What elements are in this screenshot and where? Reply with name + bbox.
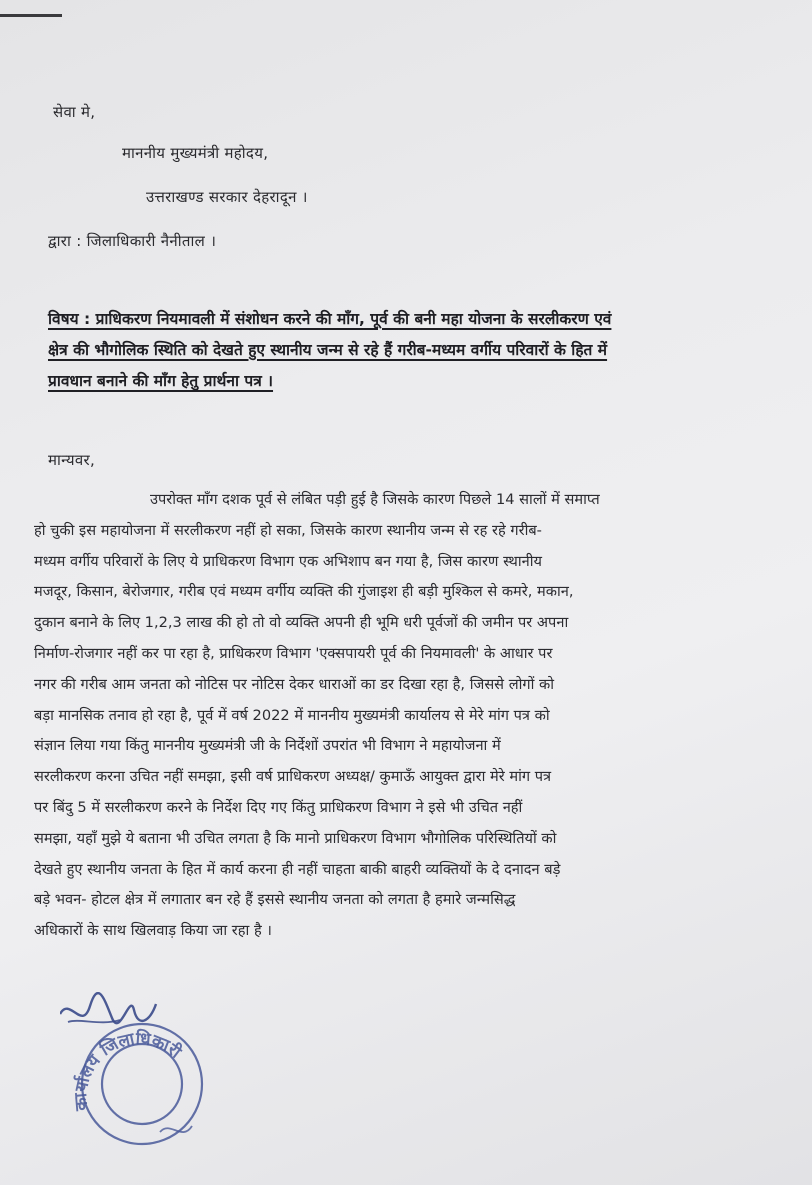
addressee: माननीय मुख्यमंत्री महोदय, — [122, 144, 269, 162]
subject-line: प्रावधान बनाने की माँग हेतु प्रार्थना पत्र । — [48, 372, 274, 390]
body-line: बड़े भवन- होटल क्षेत्र में लगातार बन रहे हैं इससे स्थानीय जनता को लगता है हमारे जन्मसिद्ध — [34, 891, 516, 909]
body-line: संज्ञान लिया गया किंतु माननीय मुख्यमंत्री जी के निर्देशों उपरांत भी विभाग ने महायोजना में — [34, 737, 501, 755]
subject-line: विषय : प्राधिकरण नियमावली में संशोधन करने की माँग, पूर्व की बनी महा योजना के सरलीकरण एवं — [48, 310, 612, 328]
body-line: मध्यम वर्गीय परिवारों के लिए ये प्राधिकरण विभाग एक अभिशाप बन गया है, जिस कारण स्थानीय — [34, 552, 542, 570]
body-line: समझा, यहाँ मुझे ये बताना भी उचित लगता है कि मानो प्राधिकरण विभाग भौगोलिक परिस्थितियों को — [34, 829, 557, 847]
government-line: उत्तराखण्ड सरकार देहरादून । — [146, 188, 308, 206]
body-line: सरलीकरण करना उचित नहीं समझा, इसी वर्ष प्राधिकरण अध्यक्ष/ कुमाऊँ आयुक्त द्वारा मेरे मांग पत्र — [34, 768, 552, 786]
body-line: निर्माण-रोजगार नहीं कर पा रहा है, प्राधिकरण विभाग 'एक्सपायरी पूर्व की नियमावली' के आधार पर — [34, 644, 553, 662]
stamp-text: कार्यालय जिलाधिकारी — [70, 1029, 185, 1112]
body-line: उपरोक्त माँग दशक पूर्व से लंबित पड़ी हुई है जिसके कारण पिछले 14 सालों में समाप्त — [150, 491, 600, 508]
body-line: अधिकारों के साथ खिलवाड़ किया जा रहा है । — [34, 922, 272, 940]
salutation-to: सेवा मे, — [53, 103, 96, 121]
page-edge-mark — [0, 14, 62, 17]
body-line: मजदूर, किसान, बेरोजगार, गरीब एवं मध्यम वर्गीय व्यक्ति की गुंजाइश ही बड़ी मुश्किल से कमरे, मकान, — [34, 583, 574, 601]
body-line: हो चुकी इस महायोजना में सरलीकरण नहीं हो सका, जिसके कारण स्थानीय जन्म से रह रहे गरीब- — [34, 521, 542, 539]
body-line: नगर की गरीब आम जनता को नोटिस पर नोटिस देकर धाराओं का डर दिखा रहा है, जिससे लोगों को — [34, 675, 554, 693]
body-line: बड़ा मानसिक तनाव हो रहा है, पूर्व में वर्ष 2022 में माननीय मुख्यमंत्री कार्यालय से मेरे मांग पत्र को — [34, 706, 550, 724]
office-stamp — [60, 992, 210, 1152]
subject-line: क्षेत्र की भौगोलिक स्थिति को देखते हुए स्थानीय जन्म से रहे हैं गरीब-मध्यम वर्गीय परिवारों के हित में — [48, 341, 608, 359]
subject-block — [48, 304, 748, 397]
svg-text:कार्यालय जिलाधिकारी — [70, 1028, 186, 1112]
greeting: मान्यवर, — [48, 451, 96, 469]
body-line: दुकान बनाने के लिए 1,2,3 लाख की हो तो वो व्यक्ति अपनी ही भूमि धरी पूर्वजों की जमीन पर अपना — [34, 614, 569, 632]
body-line: देखते हुए स्थानीय जनता के हित में कार्य करना ही नहीं चाहता बाकी बाहरी व्यक्तियों के दे दनादन बड़े — [34, 860, 561, 878]
body-paragraph — [34, 485, 774, 947]
body-line: पर बिंदु 5 में सरलीकरण करने के निर्देश दिए गए किंतु प्राधिकरण विभाग ने इसे भी उचित नहीं — [34, 798, 523, 816]
signature-scribble — [60, 993, 156, 1023]
through-line: द्वारा : जिलाधिकारी नैनीताल । — [48, 232, 217, 250]
